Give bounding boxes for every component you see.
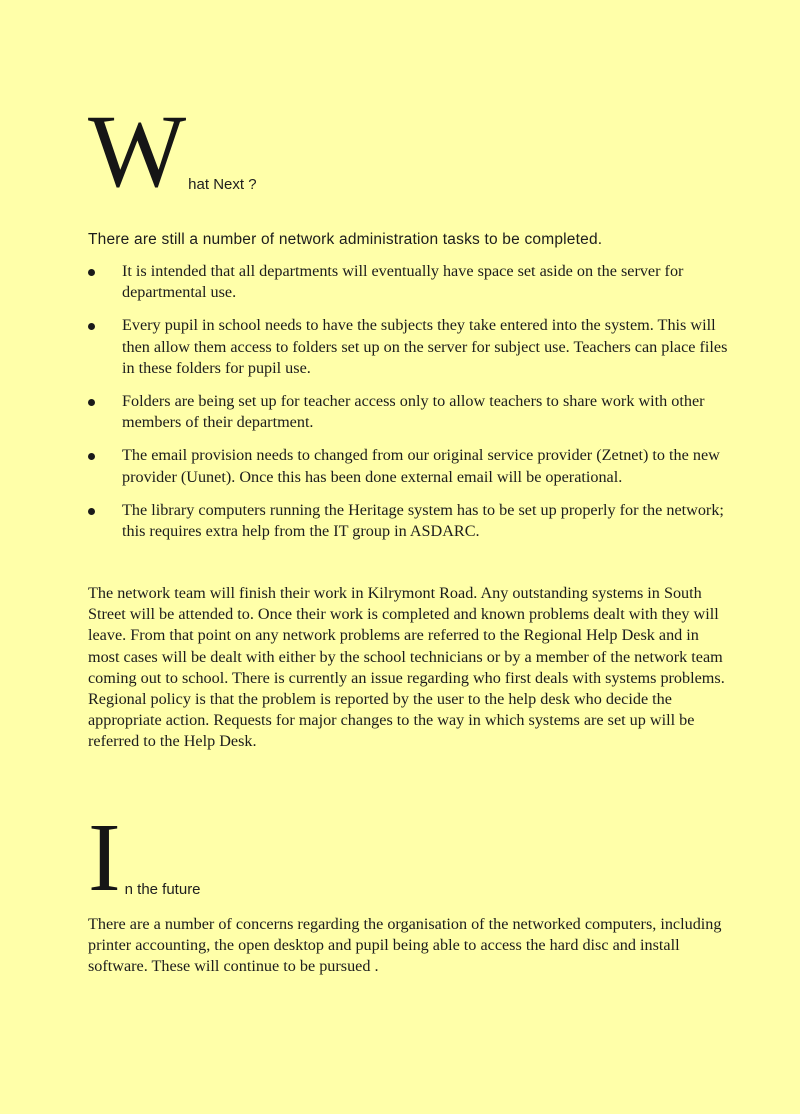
- list-item-text: The library computers running the Heritage system has to be set up properly for the network; this requires extra help from the IT group in ASDARC.: [122, 500, 724, 541]
- bullet-icon: [88, 399, 95, 406]
- bullet-icon: [88, 269, 95, 276]
- list-item-text: It is intended that all departments will eventually have space set aside on the server for departmental use.: [122, 262, 684, 302]
- list-item-text: Folders are being set up for teacher access only to allow teachers to share work with other members of their department.: [122, 392, 705, 432]
- list-item: [88, 445, 728, 487]
- bullet-icon: [88, 508, 95, 515]
- heading-text: n the future: [124, 881, 201, 898]
- list-item-text: Every pupil in school needs to have the subjects they take entered into the system. This will then allow them access to folders set up on the server for subject use. Teachers can place files in these folders for pupil use.: [122, 316, 728, 377]
- task-bullet-list: [88, 261, 728, 554]
- heading-text: hat Next ?: [188, 176, 257, 193]
- list-item: [88, 261, 728, 303]
- list-item: [88, 391, 728, 433]
- drop-cap-letter: W: [88, 94, 185, 209]
- list-item-text: The email provision needs to changed from our original service provider (Zetnet) to the new provider (Uunet). Once this has been done external email will be operational.: [122, 446, 720, 486]
- section-heading-what-next: [88, 94, 257, 209]
- bullet-icon: [88, 323, 95, 330]
- list-item: [88, 500, 728, 542]
- list-item: [88, 315, 728, 379]
- future-paragraph: There are a number of concerns regarding the organisation of the networked computers, including printer accounting, the open desktop and pupil being able to access the hard disc and install software. These will continue to be pursued .: [88, 915, 722, 976]
- network-team-paragraph: The network team will finish their work in Kilrymont Road. Any outstanding systems in South Street will be attended to. Once their work is completed and known problems dealt with they will leave. From that point on any network problems are referred to the Regional Help Desk and in most cases will be dealt with either by the school technicians or by a member of the network team coming out to school. There is currently an issue regarding who first deals with systems problems. Regional policy is that the problem is reported by the user to the help desk who decide the appropriate action. Requests for major changes to the way in which systems are set up will be referred to the Help Desk.: [88, 584, 725, 751]
- intro-paragraph: There are still a number of network administration tasks to be completed.: [88, 231, 603, 248]
- bullet-icon: [88, 453, 95, 460]
- drop-cap-letter: I: [88, 804, 121, 912]
- section-heading-future: [88, 804, 201, 912]
